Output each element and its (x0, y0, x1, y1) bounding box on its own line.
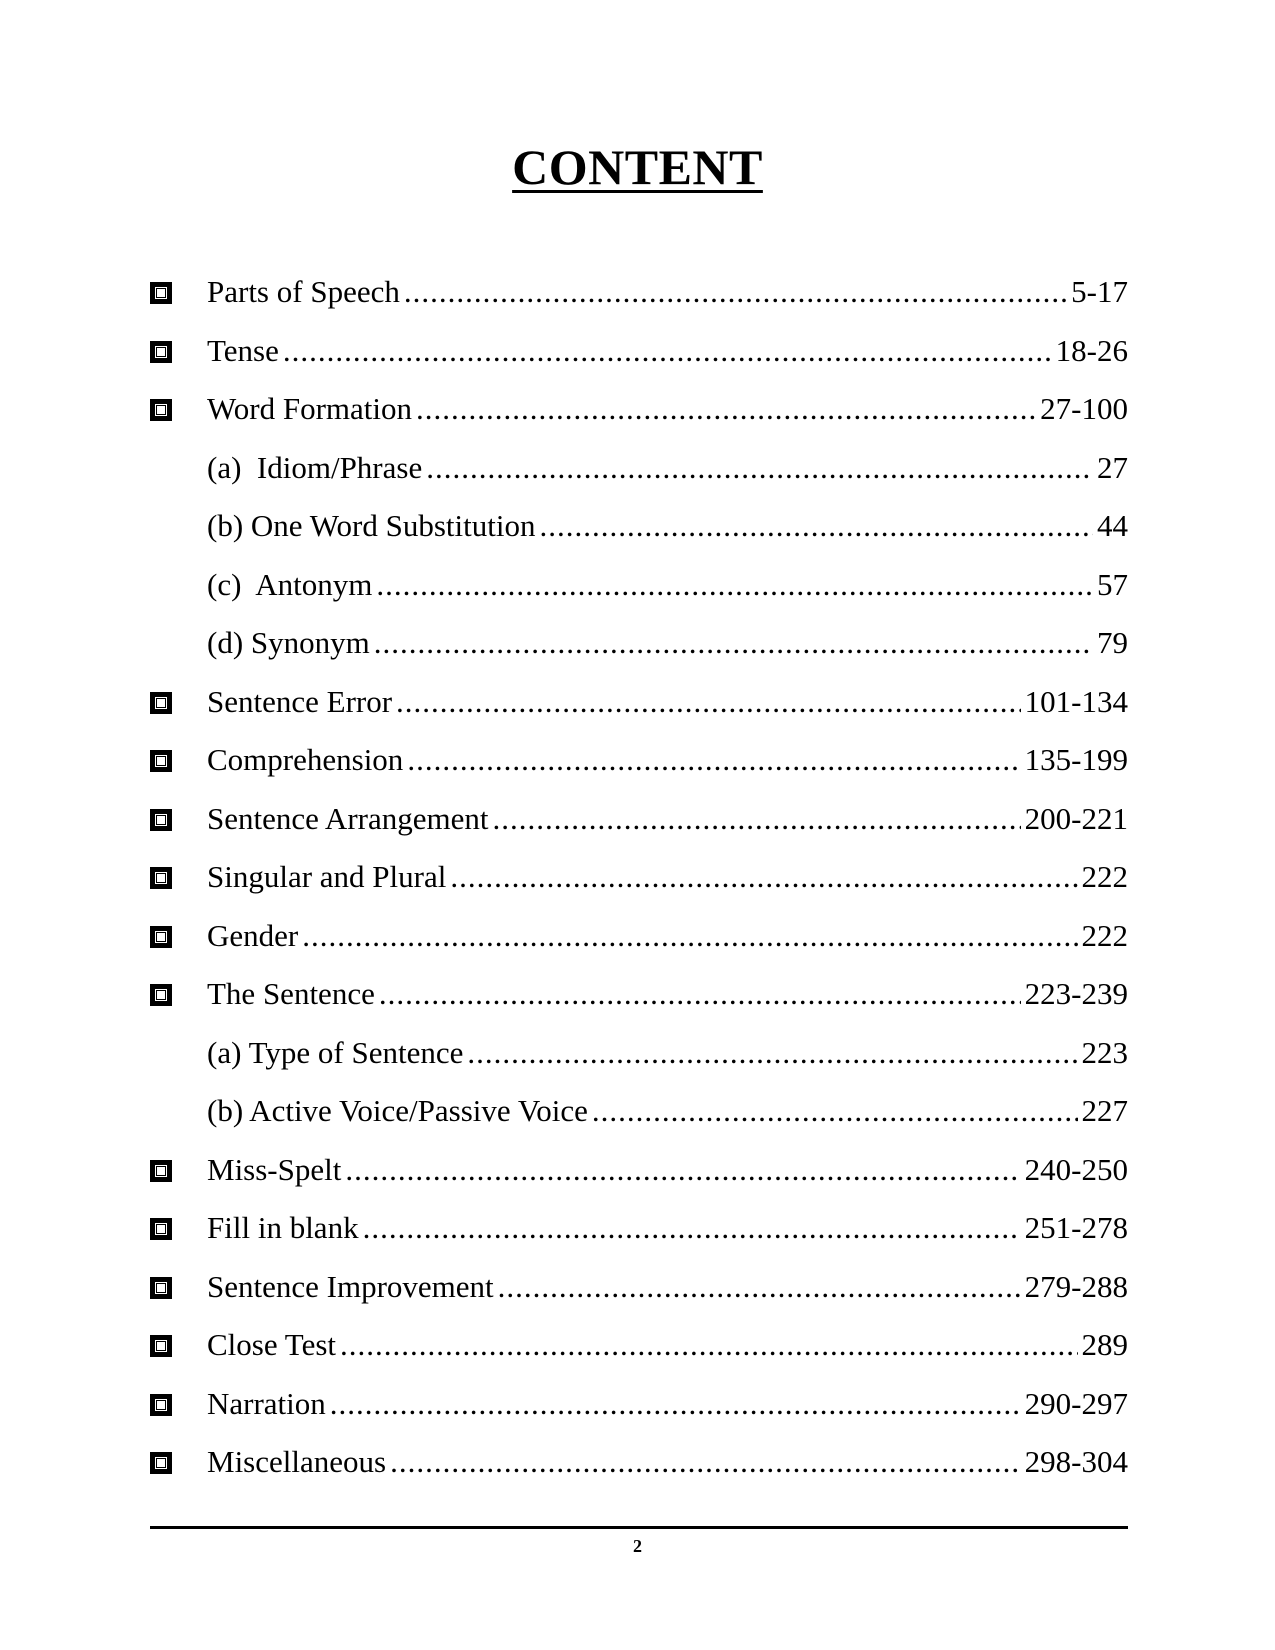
dot-leader (376, 565, 1093, 605)
toc-subentry-label: (b) Active Voice/Passive Voice (207, 1093, 588, 1128)
toc-entry (150, 682, 1128, 741)
toc-entry-pages: 5-17 (1071, 274, 1128, 309)
toc-subentry-label: (a) Type of Sentence (207, 1034, 464, 1070)
toc-entry (150, 1442, 1128, 1501)
toc-entry-label: Close Test (207, 1327, 337, 1362)
toc-subentry (150, 448, 1128, 507)
toc-subentry-label: (c) Antonym (207, 566, 373, 602)
toc-subentry-pages: 27 (1097, 449, 1128, 485)
toc-entry (150, 974, 1128, 1033)
toc-entry-label: Sentence Error (207, 683, 393, 719)
toc-entry (150, 1325, 1128, 1384)
dot-leader (379, 974, 1021, 1014)
toc-entry (150, 1267, 1128, 1326)
toc-subentry (150, 506, 1128, 565)
toc-entry-label: Comprehension (207, 742, 404, 777)
toc-entry-label: Fill in blank (207, 1210, 359, 1245)
checkbox-bullet-icon (150, 1160, 172, 1182)
dot-leader (416, 389, 1036, 429)
dot-leader (302, 916, 1077, 956)
footer-rule (150, 1526, 1128, 1529)
toc-subentry (150, 623, 1128, 682)
toc-entry-pages: 279-288 (1024, 1268, 1128, 1304)
toc-entry-pages: 222 (1081, 859, 1128, 894)
toc-subentry (150, 1091, 1128, 1150)
toc-subentry-pages: 79 (1097, 625, 1128, 660)
dot-leader (450, 857, 1077, 897)
toc-entry-pages: 101-134 (1024, 683, 1128, 719)
toc-entry (150, 1150, 1128, 1209)
toc-entry-label: Miscellaneous (207, 1444, 387, 1479)
checkbox-bullet-icon (150, 692, 172, 714)
dot-leader (407, 740, 1020, 780)
toc-entry-label: Word Formation (207, 391, 413, 426)
toc-entry-label: The Sentence (207, 976, 375, 1011)
checkbox-bullet-icon (150, 1218, 172, 1240)
toc-entry (150, 1208, 1128, 1267)
toc-entry-label: Tense (207, 332, 279, 368)
toc-entry-label: Miss-Spelt (207, 1151, 342, 1187)
toc-entry-pages: 290-297 (1024, 1385, 1128, 1421)
table-of-contents (150, 272, 1128, 1501)
toc-entry (150, 389, 1128, 448)
checkbox-bullet-icon (150, 399, 172, 421)
toc-entry (150, 1384, 1128, 1443)
checkbox-bullet-icon (150, 341, 172, 363)
toc-entry-label: Sentence Improvement (207, 1268, 494, 1304)
dot-leader (345, 1150, 1020, 1190)
checkbox-bullet-icon (150, 867, 172, 889)
toc-entry-pages: 251-278 (1024, 1210, 1128, 1245)
toc-entry-label: Sentence Arrangement (207, 800, 489, 836)
toc-entry-pages: 18-26 (1055, 332, 1128, 368)
page-title (0, 138, 1275, 196)
dot-leader (330, 1384, 1021, 1424)
toc-entry (150, 916, 1128, 975)
checkbox-bullet-icon (150, 926, 172, 948)
toc-subentry-pages: 44 (1097, 508, 1128, 543)
dot-leader (539, 506, 1093, 546)
toc-entry-label: Singular and Plural (207, 859, 447, 894)
dot-leader (340, 1325, 1077, 1365)
toc-subentry-pages: 57 (1097, 566, 1128, 602)
toc-entry-label: Parts of Speech (207, 274, 400, 309)
page-title-text: CONTENT (512, 139, 763, 195)
dot-leader (363, 1208, 1021, 1248)
dot-leader (426, 448, 1093, 488)
dot-leader (404, 272, 1067, 312)
toc-entry-pages: 223-239 (1024, 976, 1128, 1011)
toc-entry (150, 799, 1128, 858)
toc-entry-pages: 289 (1081, 1327, 1128, 1362)
toc-entry-pages: 222 (1081, 917, 1128, 953)
toc-subentry (150, 1033, 1128, 1092)
toc-entry-pages: 135-199 (1024, 742, 1128, 777)
checkbox-bullet-icon (150, 1335, 172, 1357)
checkbox-bullet-icon (150, 750, 172, 772)
dot-leader (498, 1267, 1021, 1307)
dot-leader (396, 682, 1021, 722)
dot-leader (390, 1442, 1021, 1482)
toc-entry-pages: 27-100 (1040, 391, 1128, 426)
toc-subentry-pages: 227 (1081, 1093, 1128, 1128)
page-number: 2 (633, 1536, 642, 1556)
toc-entry-pages: 200-221 (1024, 800, 1128, 836)
checkbox-bullet-icon (150, 1277, 172, 1299)
checkbox-bullet-icon (150, 809, 172, 831)
toc-entry (150, 331, 1128, 390)
toc-entry-pages: 240-250 (1024, 1151, 1128, 1187)
checkbox-bullet-icon (150, 1394, 172, 1416)
toc-subentry-label: (a) Idiom/Phrase (207, 449, 423, 485)
toc-subentry-label: (d) Synonym (207, 625, 370, 660)
checkbox-bullet-icon (150, 282, 172, 304)
toc-subentry (150, 565, 1128, 624)
dot-leader (492, 799, 1020, 839)
checkbox-bullet-icon (150, 984, 172, 1006)
toc-entry-pages: 298-304 (1024, 1444, 1128, 1479)
toc-subentry-pages: 223 (1081, 1034, 1128, 1070)
toc-entry (150, 272, 1128, 331)
toc-entry (150, 857, 1128, 916)
toc-entry-label: Gender (207, 917, 299, 953)
toc-entry-label: Narration (207, 1385, 326, 1421)
dot-leader (374, 623, 1093, 663)
dot-leader (467, 1033, 1077, 1073)
dot-leader (283, 331, 1052, 371)
toc-subentry-label: (b) One Word Substitution (207, 508, 536, 543)
dot-leader (592, 1091, 1078, 1131)
checkbox-bullet-icon (150, 1452, 172, 1474)
toc-entry (150, 740, 1128, 799)
